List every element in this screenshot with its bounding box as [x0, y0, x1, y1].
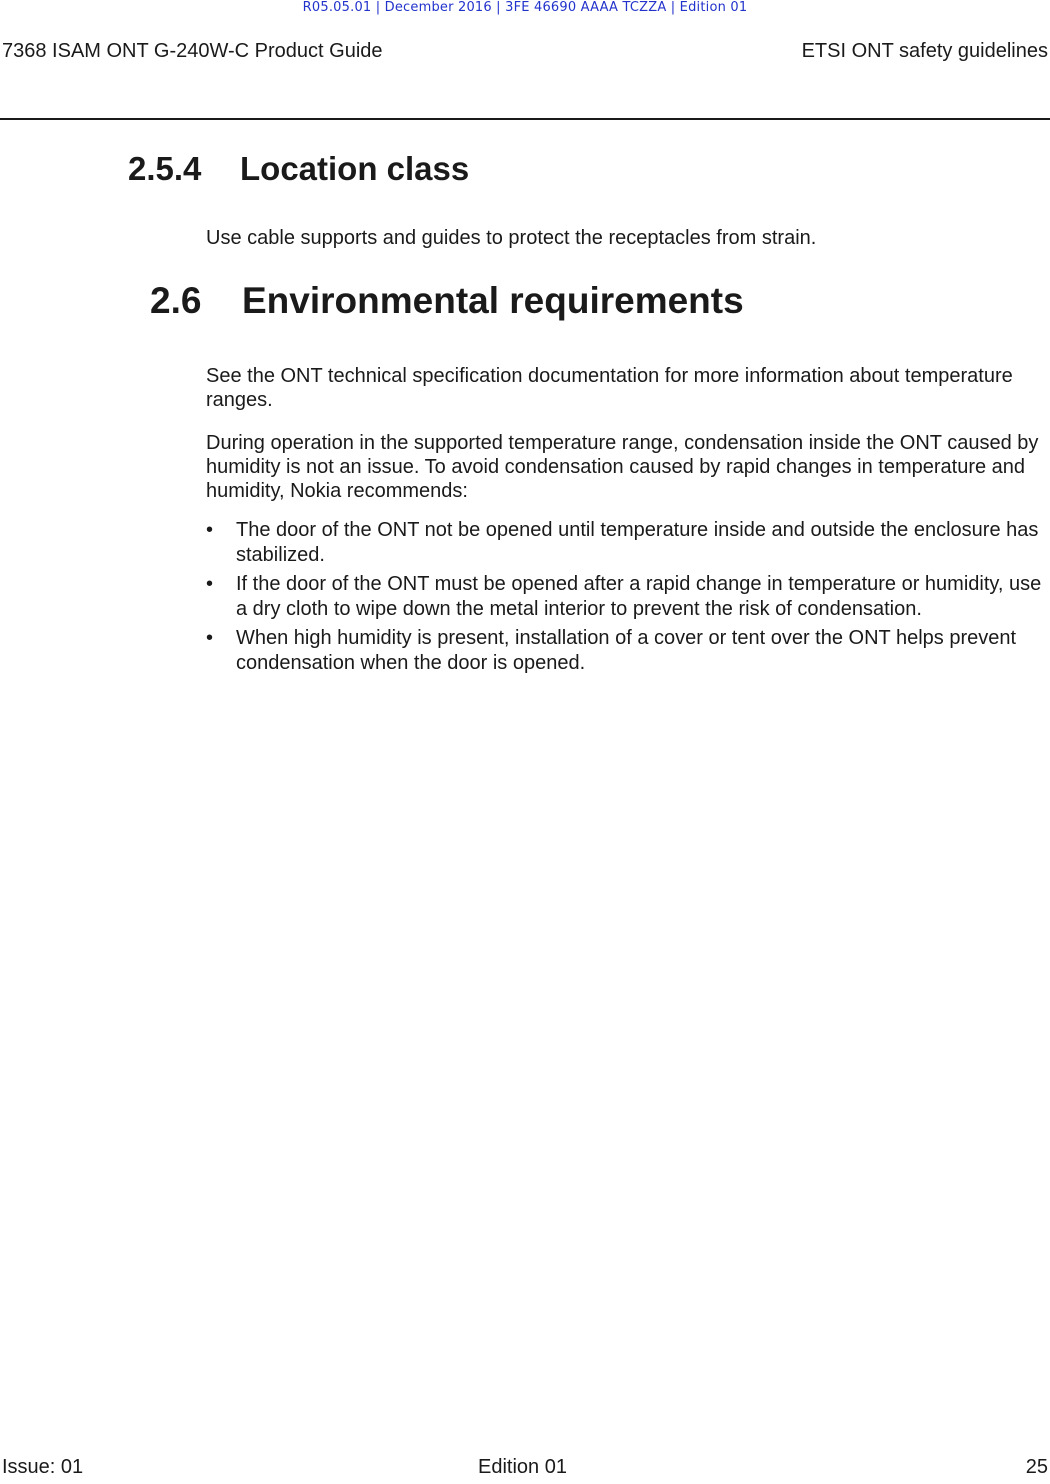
footer-issue: Issue: 01	[2, 1456, 84, 1478]
header-chapter-title: ETSI ONT safety guidelines	[801, 40, 1048, 62]
header-divider	[0, 118, 1050, 120]
recommendations-list	[206, 518, 1046, 680]
document-watermark: R05.05.01 | December 2016 | 3FE 46690 AAAA TCZZA | Edition 01	[302, 0, 748, 15]
list-item-text: The door of the ONT not be opened until temperature inside and outside the enclosure has stabilized.	[236, 519, 1039, 566]
section-heading-2-5-4	[128, 150, 469, 188]
list-item	[206, 572, 1046, 622]
bullet-icon: •	[206, 573, 214, 595]
section-number: 2.6	[150, 280, 202, 321]
section-title: Location class	[240, 150, 470, 187]
location-class-paragraph: Use cable supports and guides to protect the receptacles from strain.	[206, 227, 817, 249]
list-item	[206, 518, 1046, 568]
list-item-text: When high humidity is present, installation of a cover or tent over the ONT helps prevent condensation when the door is opened.	[236, 627, 1017, 674]
section-title: Environmental requirements	[242, 280, 744, 321]
footer-edition: Edition 01	[478, 1456, 567, 1478]
header-product-title: 7368 ISAM ONT G-240W-C Product Guide	[2, 40, 383, 62]
environmental-paragraph-1: See the ONT technical specification documentation for more information about temperature ranges.	[206, 365, 1013, 411]
bullet-icon: •	[206, 519, 214, 541]
bullet-icon: •	[206, 627, 214, 649]
list-item	[206, 626, 1046, 676]
environmental-paragraph-2: During operation in the supported temperature range, condensation inside the ONT caused by humidity is not an issue. To avoid condensation caused by rapid changes in temperature and humidity, Nokia recommends:	[206, 432, 1039, 502]
list-item-text: If the door of the ONT must be opened after a rapid change in temperature or humidity, use a dry cloth to wipe down the metal interior to prevent the risk of condensation.	[236, 573, 1042, 620]
section-heading-2-6	[150, 280, 744, 322]
section-number: 2.5.4	[128, 150, 202, 187]
footer-page-number: 25	[1025, 1456, 1048, 1478]
